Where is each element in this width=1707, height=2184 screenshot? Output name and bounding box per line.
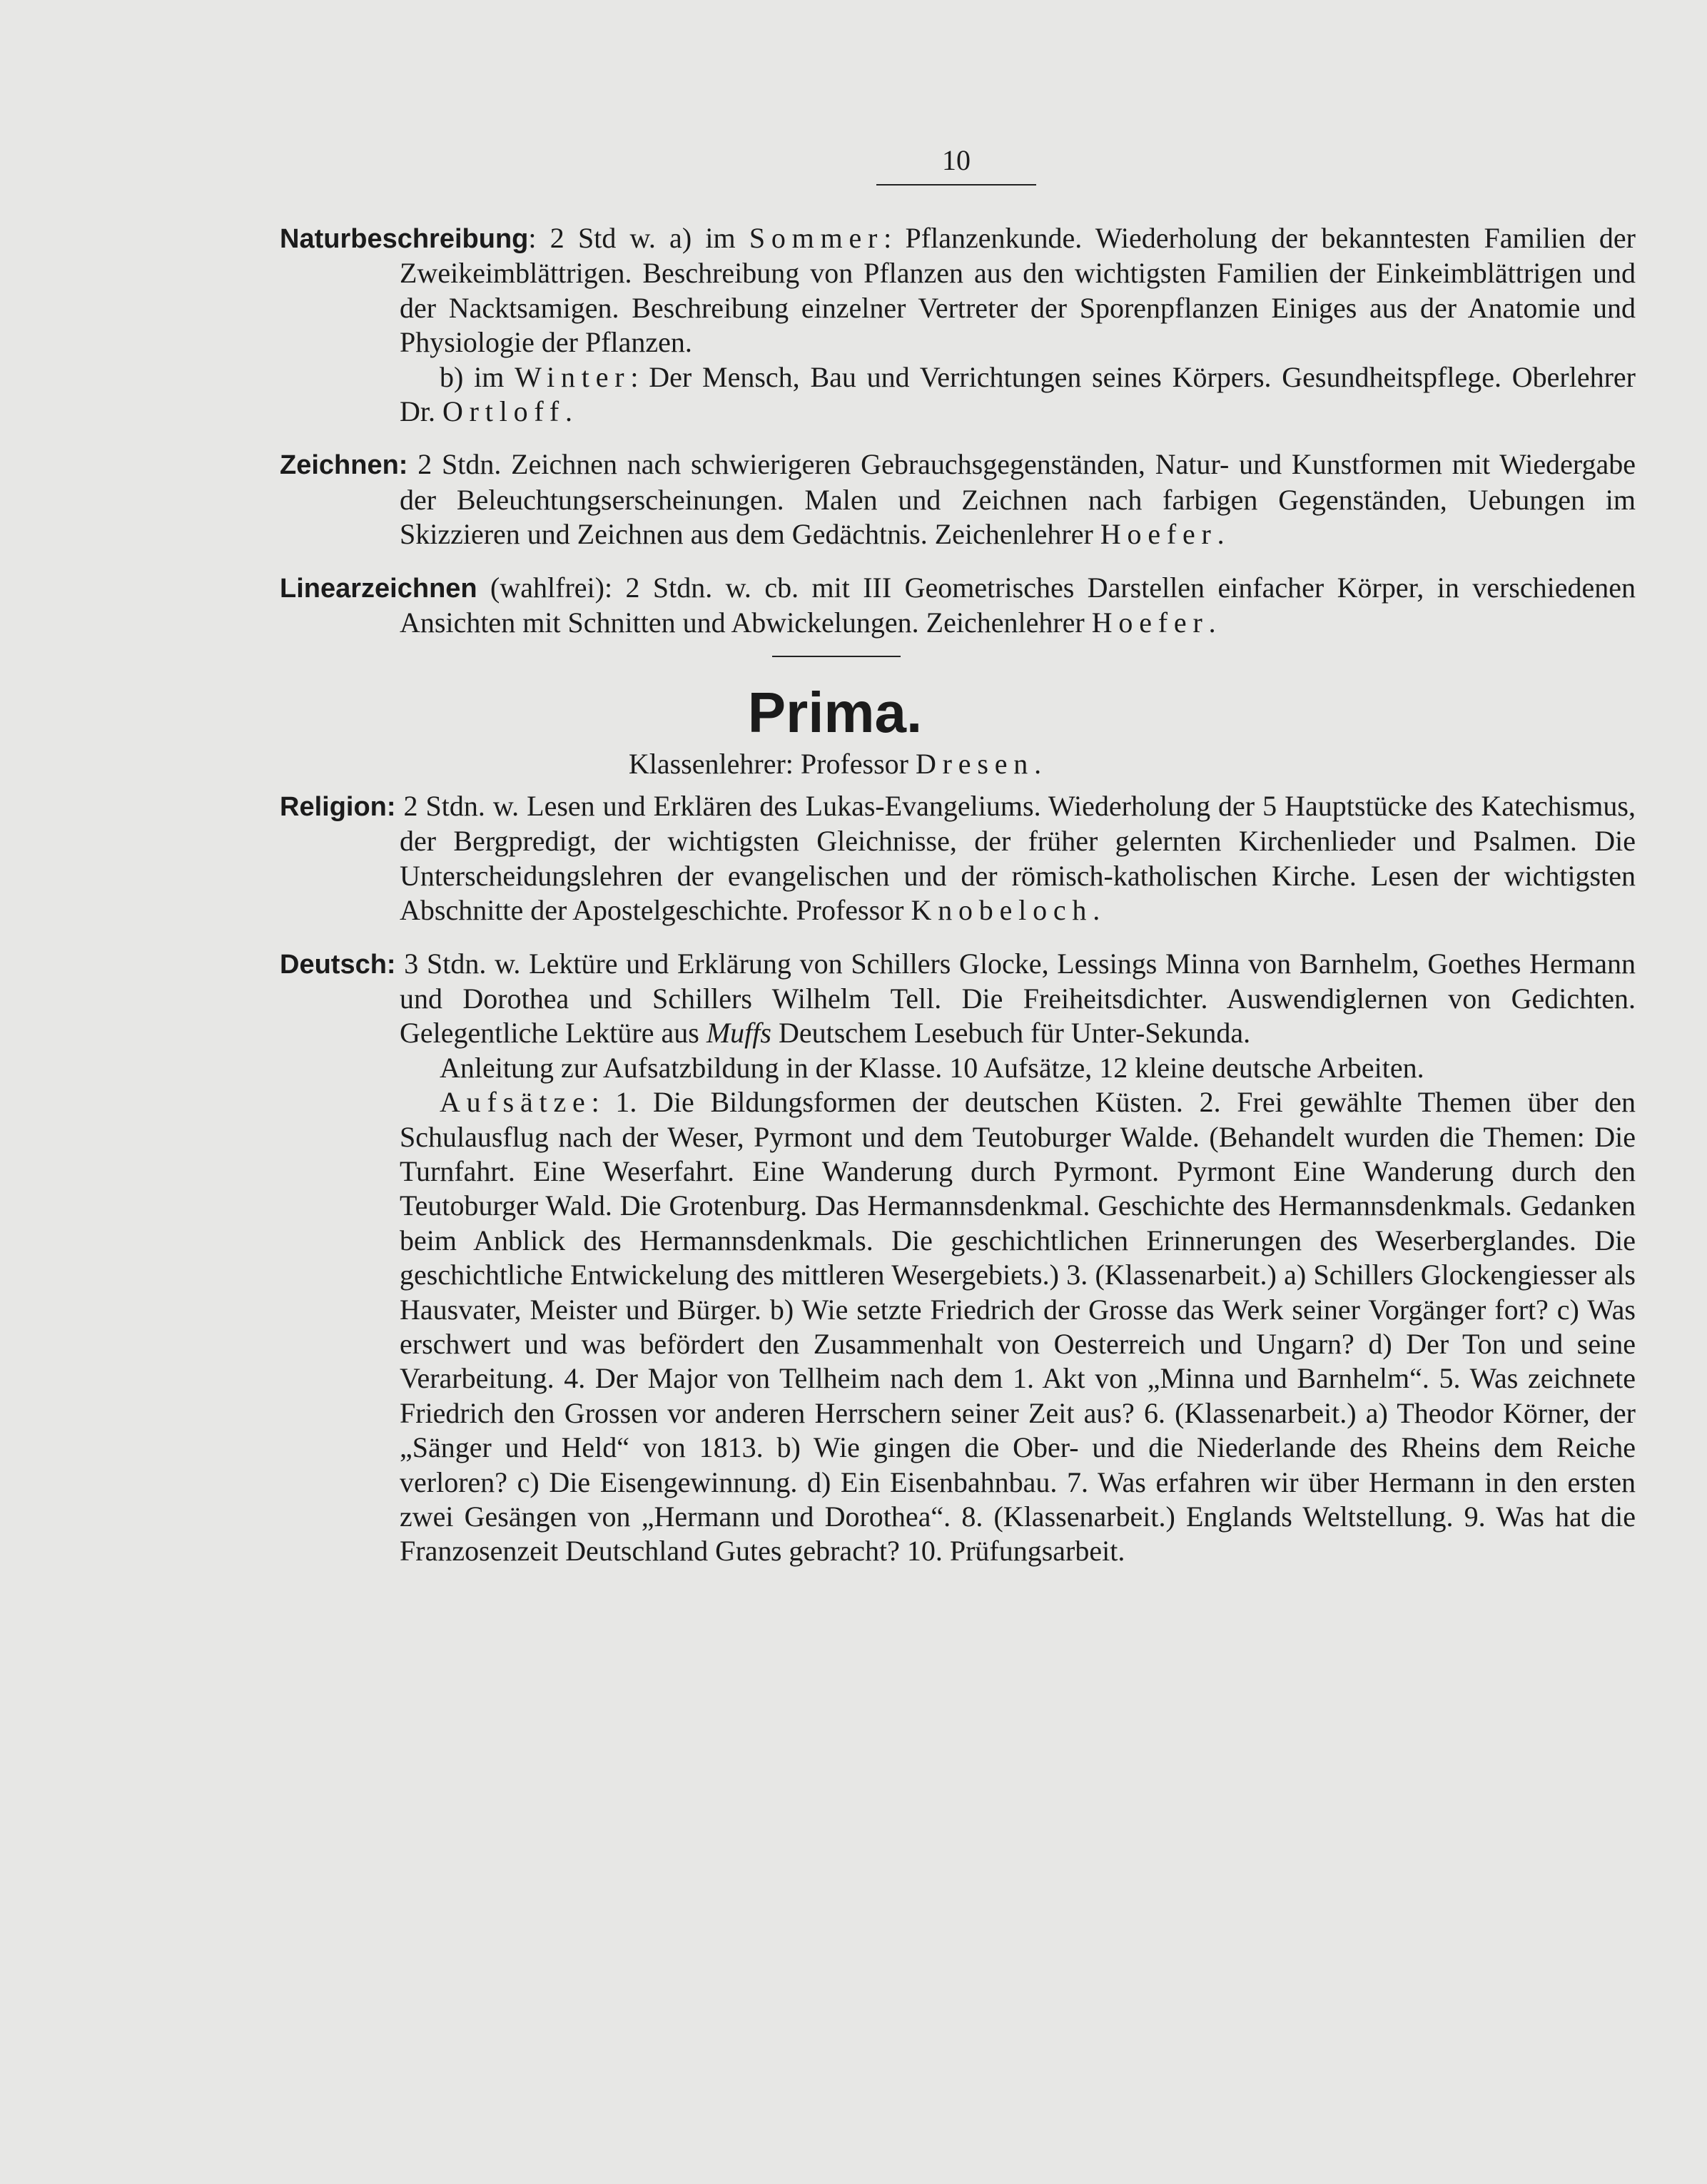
zeichnen-entry <box>280 447 1636 552</box>
entry-text: : 1. Die Bildungsformen der deutschen Küsten. 2. Frei gewählte Themen über den Schulausflug nach der Weser, Pyrmont und dem Teutoburger Walde. (Behandelt wurden die Themen: Die Turnfahrt. Eine Weserfahrt. Eine Wanderung durch Pyrmont. Pyrmont Eine Wanderung durch den Teutoburger Wald. Die Grotenburg. Das Hermannsdenkmal. Geschichte des Hermannsdenkmals. Gedanken beim Anblick des Hermannsdenkmals. Die geschichtlichen Erinnerungen des Weserberglandes. Die geschichtliche Entwickelung des mittleren Wesergebiets.) 3. (Klassenarbeit.) a) Schillers Glockengiesser als Hausvater, Meister und Bürger. b) Wie setzte Friedrich der Grosse das Werk seiner Vorgänger fort? c) Was erschwert und was befördert den Zusammenhalt von Oesterreich und Ungarn? d) Der Ton und seine Verarbeitung. 4. Der Major von Tellheim nach dem 1. Akt von „Minna und Barnhelm“. 5. Was zeichnete Friedrich den Grossen vor anderen Herrschern seiner Zeit aus? 6. (Klassenarbeit.) a) Theodor Körner, der „Sänger und Held“ von 1813. b) Wie gingen die Ober- und die Niederlande des Rheins dem Reiche verloren? c) Die Eisengewinnung. d) Ein Eisenbahnbau. 7. Was erfahren wir über Hermann in den ersten zwei Gesängen von „Hermann und Dorothea“. 8. (Klassenarbeit.) Englands Weltstellung. 9. Was hat die Franzosenzeit Deutschland Gutes gebracht? 10. Prüfungsarbeit. <box>400 1086 1636 1568</box>
muffs-title: Muffs <box>706 1017 771 1050</box>
entry-text: 2 Stdn. w. Lesen und Erklären des Lukas-Evangeliums. Wiederholung der 5 Hauptstücke des Katechismus, der Bergpredigt, der wichtigsten Gleichnisse, der früher gelernten Kirchenlieder und Psalmen. Die Unterscheidungslehren der evangelischen und der römisch-katholischen Kirche. Lesen der wichtigsten Abschnitte der Apostelgeschichte. Professor <box>395 789 1636 927</box>
class-teacher-line <box>157 747 1513 781</box>
religion-entry <box>280 789 1636 928</box>
entry-text: : Pflanzenkunde. Wiederholung der bekanntesten Familien der Zweikeimblättrigen. Beschreibung von Pflanzen aus den wichtigsten Familien der Einkeimblättrigen und der Nacktsamigen. Beschreibung einzelner Vertreter der Sporenpflanzen Einiges aus der Anatomie und Physiologie der Pflanzen. <box>400 222 1636 359</box>
section-title-prima: Prima. <box>747 681 923 745</box>
entry-end: . <box>1208 606 1216 639</box>
entry-end: . <box>1217 518 1225 551</box>
class-teacher-label: Klassenlehrer: Professor <box>628 748 916 781</box>
entry-text: b) im <box>440 360 515 393</box>
page-number-rule <box>876 184 1036 186</box>
entry-end: . <box>564 395 572 428</box>
entry-text: 2 Stdn. Zeichnen nach schwierigeren Gebrauchsgegenständen, Natur- und Kunstformen mit Wiedergabe der Beleuchtungserscheinungen. Malen und Zeichnen nach farbigen Gegenständen, Uebungen im Skizzieren und Zeichnen aus dem Gedächtnis. Zeichenlehrer <box>400 448 1636 551</box>
page-content <box>280 221 1636 1569</box>
deutsch-entry <box>280 947 1636 1051</box>
entry-text: (wahlfrei): 2 Stdn. w. cb. mit III Geometrisches Darstellen einfacher Körper, in verschiedenen Ansichten mit Schnitten und Abwickelungen. Zeichenlehrer <box>400 571 1636 639</box>
subject-heading: Zeichnen: <box>280 450 408 481</box>
teacher-name: Hoefer <box>1091 606 1209 639</box>
spacer <box>280 429 1636 447</box>
naturbeschreibung-entry <box>280 221 1636 360</box>
season-sommer: Sommer <box>749 222 884 254</box>
spacer <box>280 552 1636 571</box>
spacer <box>280 928 1636 947</box>
subject-heading: Religion: <box>280 791 396 822</box>
entry-text: : Der Mensch, Bau und Verrichtungen seines Körpers. Gesundheitspflege. Oberlehrer Dr. <box>400 360 1636 428</box>
teacher-name: Knobeloch <box>911 894 1093 927</box>
entry-text: 3 Stdn. w. Lektüre und Erklärung von Schillers Glocke, Lessings Minna von Barnhelm, Goethes Hermann und Dorothea und Schillers Wilhelm Tell. Die Freiheitsdichter. Auswendiglernen von Gedichten. Gelegentliche Lektüre aus <box>395 947 1636 1050</box>
teacher-name: Ortloff <box>442 395 565 428</box>
section-divider <box>772 656 901 657</box>
entry-text: Deutschem Lesebuch für Unter-Sekunda. <box>771 1017 1251 1050</box>
subject-heading: Deutsch: <box>280 949 396 980</box>
class-teacher-name: Dresen <box>916 748 1035 781</box>
naturbeschreibung-winter <box>280 360 1636 430</box>
entry-text: : 2 Std w. a) im <box>528 222 749 254</box>
entry-end: . <box>1034 748 1042 781</box>
aufsaetze-label: Aufsätze <box>440 1086 592 1119</box>
subject-heading: Naturbeschreibung <box>280 224 529 254</box>
subject-heading: Linearzeichnen <box>280 573 477 604</box>
teacher-name: Hoefer <box>1100 518 1217 551</box>
season-winter: Winter <box>515 360 631 393</box>
deutsch-aufsaetze <box>280 1085 1636 1569</box>
entry-end: . <box>1093 894 1100 927</box>
page-number: 10 <box>942 144 971 176</box>
deutsch-anleitung: Anleitung zur Aufsatzbildung in der Klasse. 10 Aufsätze, 12 kleine deutsche Arbeiten. <box>440 1051 1424 1084</box>
linearzeichnen-entry <box>280 571 1636 641</box>
